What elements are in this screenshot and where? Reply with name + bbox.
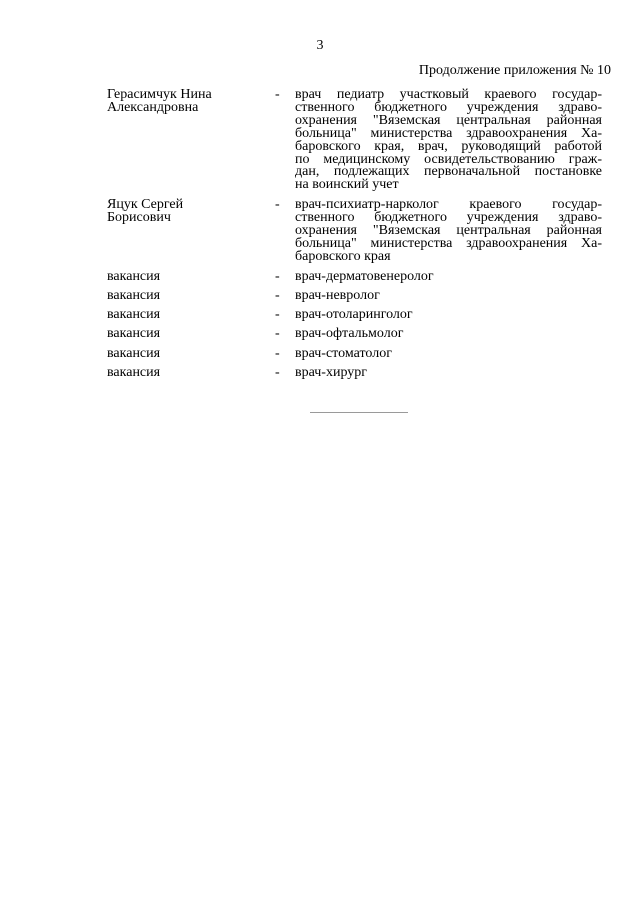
member-role-line: врач-невролог — [295, 287, 380, 303]
roster-row — [107, 345, 602, 361]
member-role-line: ственного бюджетного учреждения здраво- — [295, 99, 602, 115]
member-name — [107, 268, 275, 284]
member-name-line: вакансия — [107, 364, 161, 380]
member-role-line: врач-психиатр-нарколог краевого государ- — [295, 197, 602, 213]
separator-dash: - — [275, 197, 280, 213]
member-name-line: вакансия — [107, 268, 161, 284]
roster-row — [107, 309, 602, 322]
closing-divider — [310, 412, 408, 413]
member-name-line: Александровна — [107, 99, 199, 115]
member-name-line: вакансия — [107, 287, 161, 303]
member-role-line: дан, подлежащих первоначальной постановке — [295, 164, 602, 180]
member-role-line: охранения "Вяземская центральная районная — [295, 223, 602, 239]
member-name-line: вакансия — [107, 307, 161, 323]
member-role-line: врач-офтальмолог — [295, 326, 404, 342]
separator-dash: - — [275, 287, 280, 303]
page-number: 3 — [316, 38, 324, 53]
member-name — [107, 287, 275, 303]
member-name-line: вакансия — [107, 345, 161, 361]
member-name-line: Яцук Сергей — [107, 197, 184, 213]
separator-dash: - — [275, 326, 280, 342]
member-name-line: Герасимчук Нина — [107, 87, 212, 102]
member-role-line: больница" министерства здравоохранения Ха- — [295, 125, 602, 141]
separator-dash: - — [275, 87, 280, 102]
member-role-line: врач-дерматовенеролог — [295, 268, 434, 284]
roster-row — [107, 328, 602, 341]
separator-dash: - — [275, 307, 280, 323]
member-name — [107, 89, 275, 115]
member-name — [107, 345, 275, 361]
roster-row — [107, 89, 602, 192]
member-role — [295, 328, 602, 341]
member-role — [295, 309, 602, 322]
member-name-line: вакансия — [107, 326, 161, 342]
member-role — [295, 199, 602, 264]
roster-row — [107, 268, 602, 284]
member-name — [107, 364, 275, 380]
member-role-line: на воинский учет — [295, 177, 399, 193]
member-name — [107, 199, 275, 225]
member-role-line: врач-хирург — [295, 364, 368, 380]
member-role — [295, 287, 602, 303]
member-role-line: ственного бюджетного учреждения здраво- — [295, 210, 602, 226]
member-role-line: врач педиатр участковый краевого государ- — [295, 87, 602, 102]
member-name-line: Борисович — [107, 210, 171, 226]
member-role-line: по медицинскому освидетельствованию граж- — [295, 151, 602, 167]
roster-row — [107, 287, 602, 303]
member-role — [295, 89, 602, 192]
separator-dash: - — [275, 364, 280, 380]
member-role — [295, 345, 602, 361]
separator-dash: - — [275, 345, 280, 361]
member-name — [107, 328, 275, 341]
commission-roster — [107, 89, 602, 380]
member-role — [295, 364, 602, 380]
separator-dash: - — [275, 268, 280, 284]
roster-row — [107, 199, 602, 264]
member-role — [295, 268, 602, 284]
member-role-line: больница" министерства здравоохранения Ха- — [295, 235, 602, 251]
member-role-line: баровского края — [295, 248, 391, 264]
member-role-line: врач-стоматолог — [295, 345, 392, 361]
appendix-continuation-note: Продолжение приложения № 10 — [418, 63, 611, 78]
member-role-line: охранения "Вяземская центральная районная — [295, 112, 602, 128]
roster-row — [107, 364, 602, 380]
member-role-line: врач-отоларинголог — [295, 307, 413, 323]
member-name — [107, 309, 275, 322]
member-role-line: баровского края, врач, руководящий работой — [295, 138, 602, 154]
